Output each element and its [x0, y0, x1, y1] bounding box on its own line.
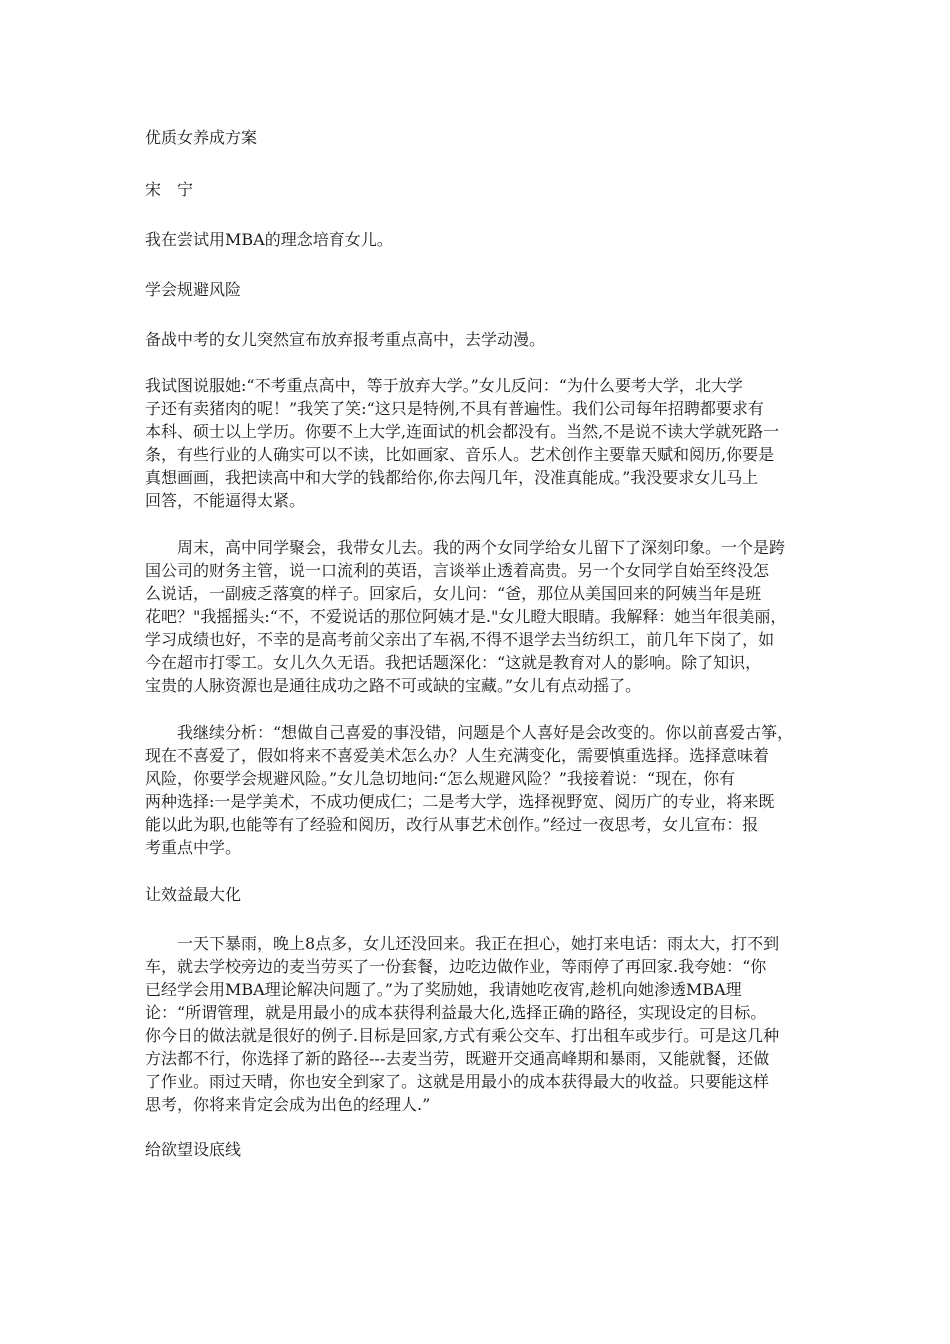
paragraph-line: 国公司的财务主管，说一口流利的英语，言谈举止透着高贵。另一个女同学自始至终没怎 [145, 561, 770, 580]
paragraph-line: 备战中考的女儿突然宣布放弃报考重点高中，去学动漫。 [145, 330, 546, 349]
paragraph [145, 721, 810, 859]
document-title: 优质女养成方案 [145, 128, 258, 147]
paragraph-line: 条，有些行业的人确实可以不读，比如画家、音乐人。艺术创作主要靠天赋和阅历,你要是 [145, 445, 775, 464]
paragraph-line: 论：“所谓管理，就是用最小的成本获得利益最大化,选择正确的路径，实现设定的目标。 [145, 1003, 767, 1022]
paragraph-line: 你今日的做法就是很好的例子.目标是回家,方式有乘公交车、打出租车或步行。可是这几种 [145, 1026, 780, 1045]
paragraph-line: 宝贵的人脉资源也是通往成功之路不可或缺的宝藏。”女儿有点动摇了。 [145, 676, 642, 695]
paragraph [145, 374, 810, 512]
paragraph-line: 花吧？"我摇摇头:“不，不爱说话的那位阿姨才是."女儿瞪大眼睛。我解释：她当年很美丽， [145, 607, 787, 626]
paragraph-line: 今在超市打零工。女儿久久无语。我把话题深化：“这就是教育对人的影响。除了知识， [145, 653, 762, 672]
paragraph-line: 了作业。雨过天晴，你也安全到家了。这就是用最小的成本获得最大的收益。只要能这样 [145, 1072, 770, 1091]
section-heading-maximize-benefit: 让效益最大化 [145, 885, 242, 904]
paragraph-line: 考重点中学。 [145, 838, 242, 857]
paragraph-line: 一天下暴雨，晚上8点多，女儿还没回来。我正在担心，她打来电话：雨太大，打不到 [145, 934, 780, 953]
paragraph-line: 思考，你将来肯定会成为出色的经理人.” [145, 1095, 431, 1114]
paragraph [145, 536, 810, 697]
paragraph-line: 我继续分析：“想做自己喜爱的事没错，问题是个人喜好是会改变的。你以前喜爱古筝， [145, 723, 794, 742]
paragraph-line: 方法都不行，你选择了新的路径---去麦当劳，既避开交通高峰期和暴雨，又能就餐，还做 [145, 1049, 770, 1068]
paragraph-line: 已经学会用MBA理论解决问题了。”为了奖励她，我请她吃夜宵,趁机向她渗透MBA理 [145, 980, 742, 999]
section-heading-avoid-risk: 学会规避风险 [145, 280, 242, 299]
paragraph-line: 么说话，一副疲乏落寞的样子。回家后，女儿问：“爸，那位从美国回来的阿姨当年是班 [145, 584, 762, 603]
paragraph-line: 本科、硕士以上学历。你要不上大学,连面试的机会都没有。当然,不是说不读大学就死路一 [145, 422, 780, 441]
paragraph [145, 328, 810, 351]
paragraph-line: 回答，不能逼得太紧。 [145, 491, 306, 510]
document-author: 宋 宁 [145, 180, 194, 199]
paragraph-line: 能以此为职,也能等有了经验和阅历，改行从事艺术创作。”经过一夜思考，女儿宣布：报 [145, 815, 759, 834]
paragraph [145, 932, 810, 1116]
document-intro: 我在尝试用MBA的理念培育女儿。 [145, 230, 393, 249]
paragraph-line: 学习成绩也好，不幸的是高考前父亲出了车祸,不得不退学去当纺织工，前几年下岗了，如 [145, 630, 775, 649]
paragraph-line: 风险，你要学会规避风险。”女儿急切地问:“怎么规避风险？”我接着说：“现在，你有 [145, 769, 736, 788]
paragraph-line: 子还有卖猪肉的呢！”我笑了笑:“这只是特例,不具有普遍性。我们公司每年招聘都要求有 [145, 399, 764, 418]
paragraph-line: 现在不喜爱了，假如将来不喜爱美术怎么办？人生充满变化，需要慎重选择。选择意味着 [145, 746, 770, 765]
paragraph-line: 两种选择:一是学美术，不成功便成仁；二是考大学，选择视野宽、阅历广的专业，将来既 [145, 792, 775, 811]
paragraph-line: 我试图说服她:“不考重点高中，等于放弃大学。”女儿反问：“为什么要考大学，北大学 [145, 376, 743, 395]
paragraph-line: 真想画画，我把读高中和大学的钱都给你,你去闯几年，没准真能成。”我没要求女儿马上 [145, 468, 759, 487]
paragraph-line: 周末，高中同学聚会，我带女儿去。我的两个女同学给女儿留下了深刻印象。一个是跨 [145, 538, 786, 557]
section-heading-desire-bottom-line: 给欲望设底线 [145, 1140, 242, 1159]
paragraph-line: 车，就去学校旁边的麦当劳买了一份套餐，边吃边做作业，等雨停了再回家.我夸她：“你 [145, 957, 767, 976]
